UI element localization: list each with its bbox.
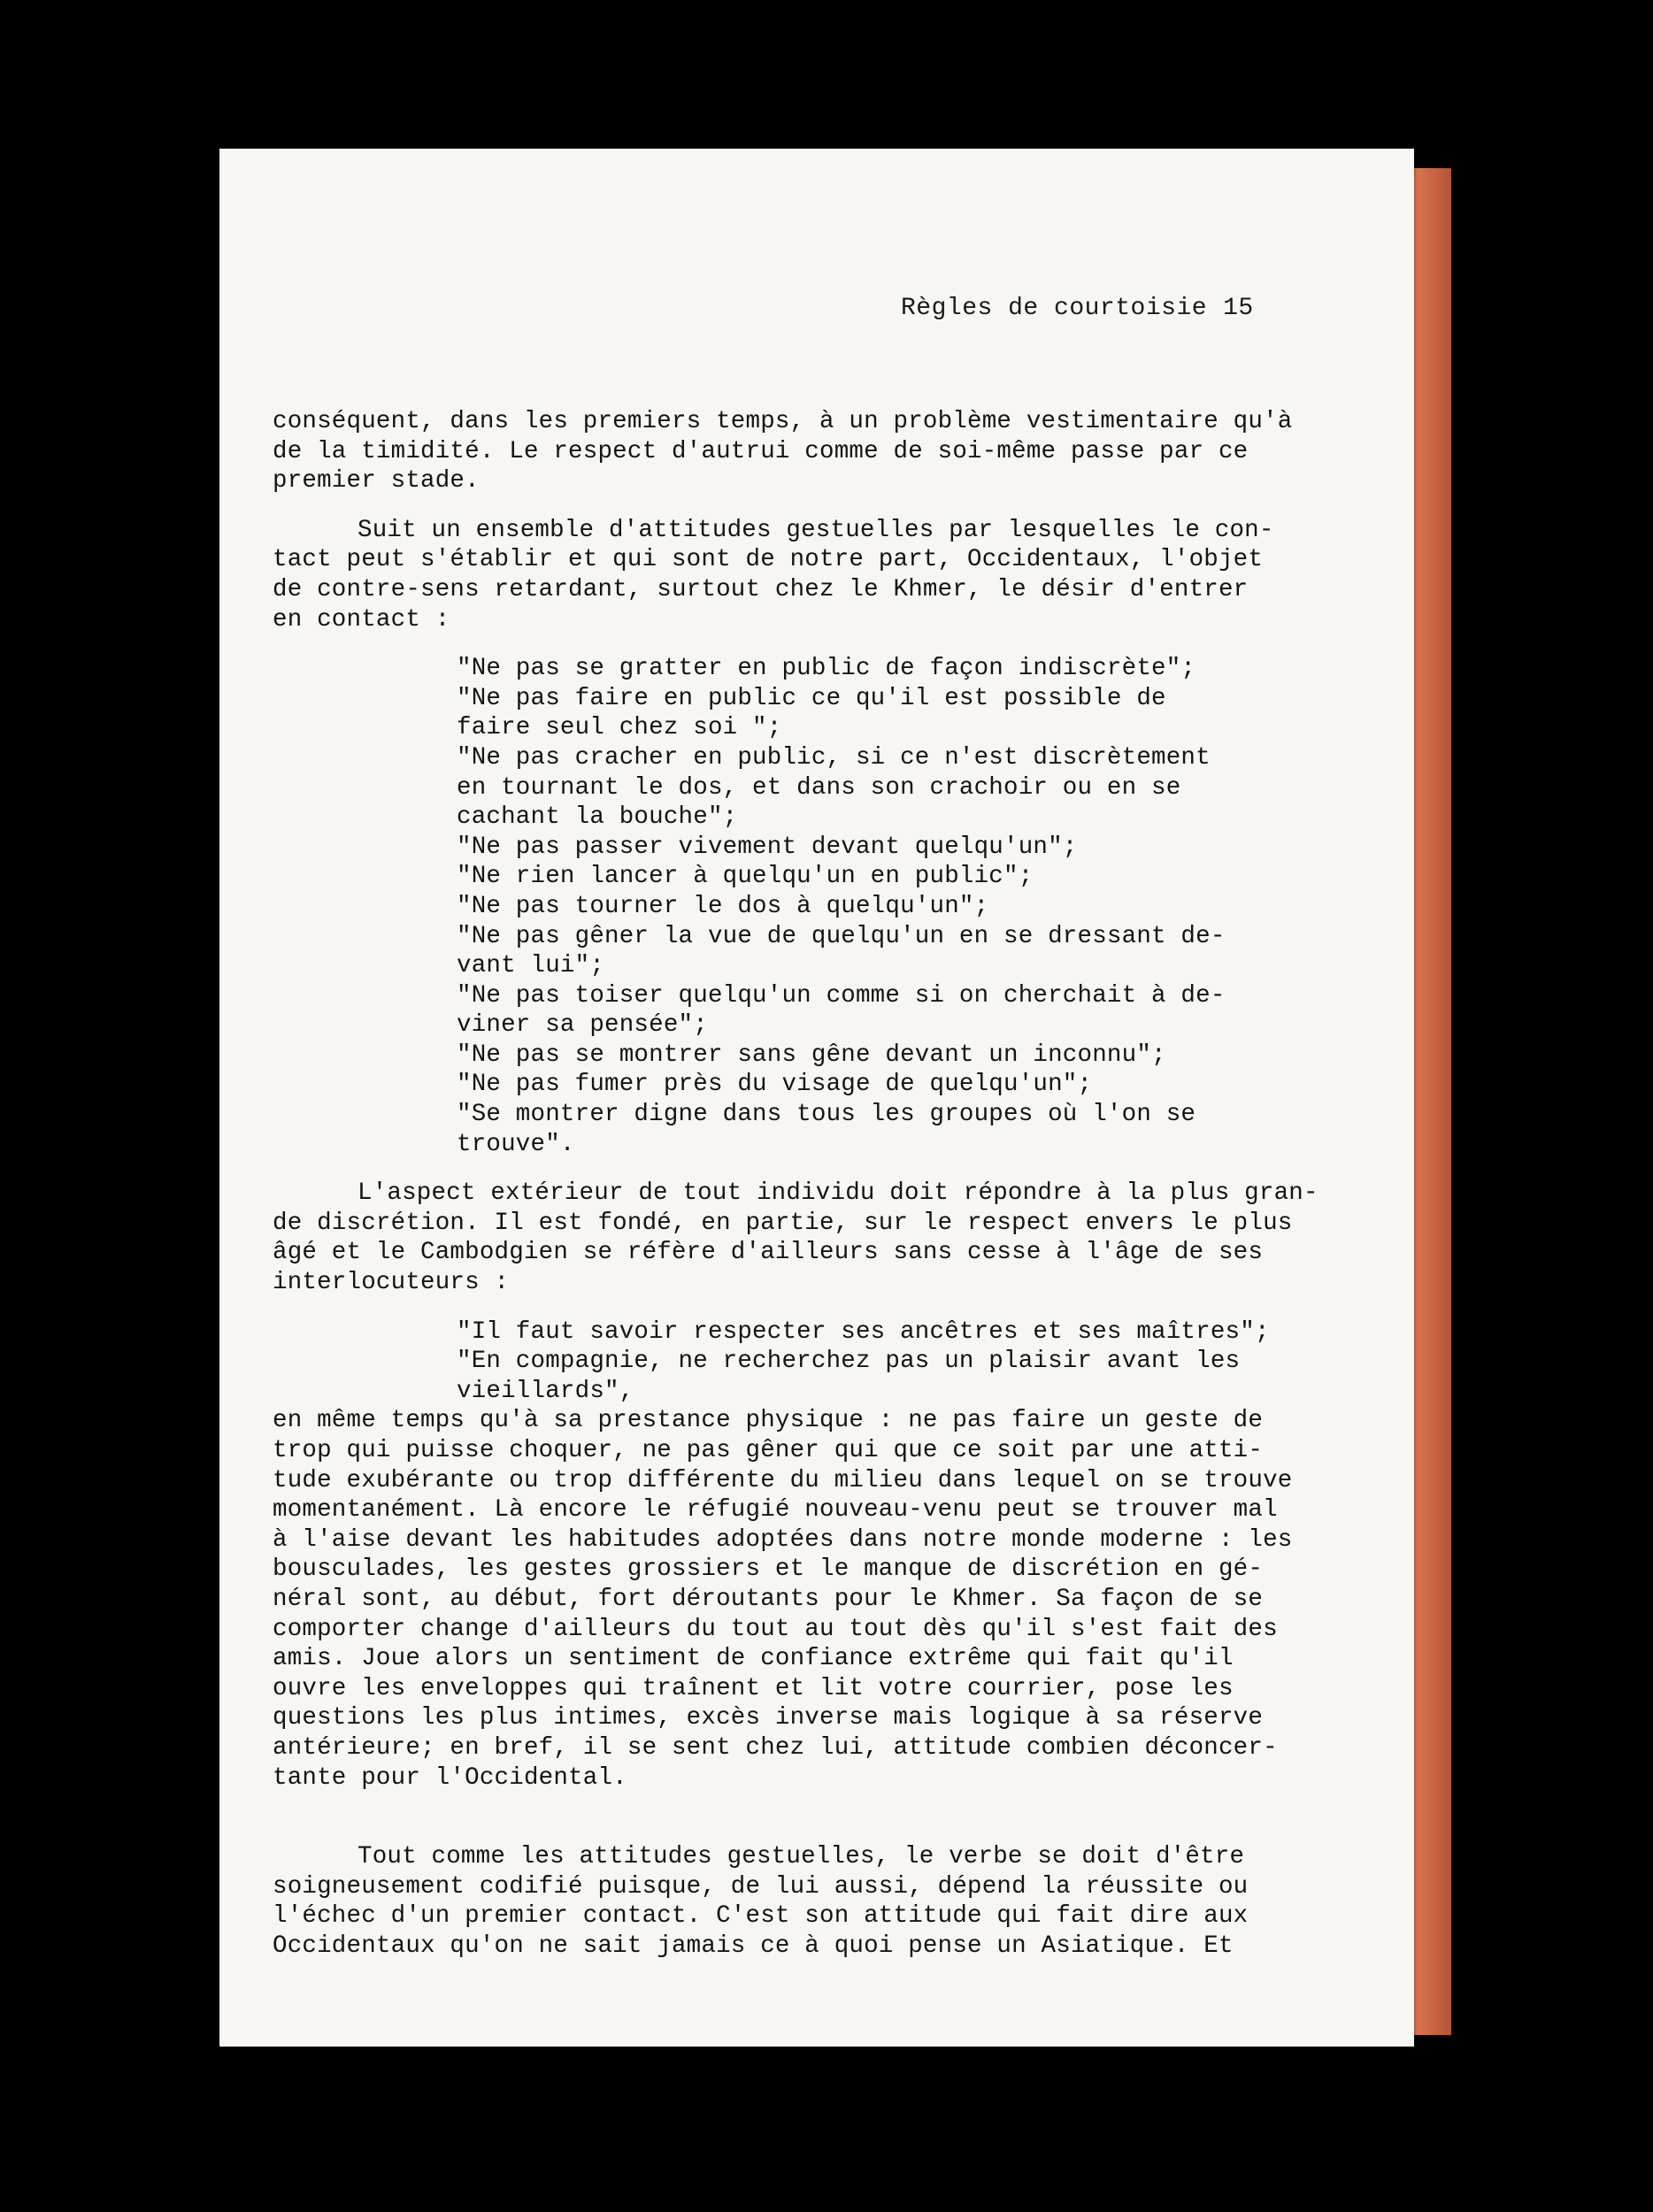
- body-text: [273, 407, 1319, 1962]
- running-title: Règles de courtoisie: [901, 295, 1208, 322]
- paragraph-2: [273, 516, 1274, 634]
- quote-line: vant lui";: [457, 952, 605, 980]
- quote-line: "Ne pas se gratter en public de façon indiscrète";: [457, 655, 1196, 683]
- text-line: bousculades, les gestes grossiers et le manque de discrétion en gé-: [273, 1555, 1264, 1584]
- text-line: tude exubérante ou trop différente du milieu dans lequel on se trouve: [273, 1466, 1293, 1494]
- quote-line: "Ne pas toiser quelqu'un comme si on cherchait à de-: [457, 981, 1226, 1010]
- text-line: en contact :: [273, 605, 450, 634]
- text-line: conséquent, dans les premiers temps, à un problème vestimentaire qu'à: [273, 408, 1293, 435]
- paragraph-4: [273, 1406, 1293, 1793]
- text-line: tact peut s'établir et qui sont de notre part, Occidentaux, l'objet: [273, 546, 1264, 574]
- running-header: [901, 295, 1254, 322]
- text-line: comporter change d'ailleurs du tout au tout dès qu'il s'est fait des: [273, 1615, 1278, 1643]
- paragraph-5: [273, 1842, 1255, 1961]
- quote-line: "Ne pas cracher en public, si ce n'est discrètement: [457, 743, 1211, 772]
- quote-line: en tournant le dos, et dans son crachoir ou en se: [457, 773, 1181, 802]
- text-line: premier stade.: [273, 467, 480, 495]
- quote-line: "Se montrer digne dans tous les groupes où l'on se: [457, 1101, 1196, 1129]
- paragraph-1: [273, 407, 1293, 496]
- quote-line: "En compagnie, ne recherchez pas un plaisir avant les: [457, 1348, 1241, 1376]
- text-line: Tout comme les attitudes gestuelles, le verbe se doit d'être: [358, 1843, 1245, 1871]
- quote-line: faire seul chez soi ";: [457, 714, 782, 742]
- quote-line: "Ne pas passer vivement devant quelqu'un";: [457, 833, 1078, 861]
- quote-line: "Il faut savoir respecter ses ancêtres et ses maîtres";: [457, 1317, 1270, 1346]
- text-line: néral sont, au début, fort déroutants pour le Khmer. Sa façon de se: [273, 1585, 1264, 1613]
- text-line: Occidentaux qu'on ne sait jamais ce à quoi pense un Asiatique. Et: [273, 1932, 1234, 1960]
- quote-line: "Ne pas se montrer sans gêne devant un inconnu";: [457, 1041, 1166, 1069]
- quote-line: "Ne pas fumer près du visage de quelqu'un";: [457, 1071, 1093, 1099]
- text-line: de la timidité. Le respect d'autrui comme de soi-même passe par ce: [273, 437, 1249, 465]
- text-line: amis. Joue alors un sentiment de confiance extrême qui fait qu'il: [273, 1645, 1234, 1673]
- quote-line: cachant la bouche";: [457, 803, 738, 832]
- quote-line: "Ne pas faire en public ce qu'il est possible de: [457, 684, 1166, 712]
- text-line: questions les plus intimes, excès inverse mais logique à sa réserve: [273, 1704, 1264, 1732]
- page-number: 15: [1223, 295, 1254, 322]
- paragraph-3: [273, 1179, 1319, 1297]
- text-line: l'échec d'un premier contact. C'est son attitude qui fait dire aux: [273, 1902, 1249, 1931]
- quote-line: "Ne rien lancer à quelqu'un en public";: [457, 863, 1034, 891]
- text-line: tante pour l'Occidental.: [273, 1763, 627, 1792]
- text-line: L'aspect extérieur de tout individu doit répondre à la plus gran-: [358, 1179, 1319, 1208]
- quote-line: viner sa pensée";: [457, 1011, 708, 1040]
- text-line: momentanément. Là encore le réfugié nouveau-venu peut se trouver mal: [273, 1496, 1278, 1525]
- quotation-list-1: [273, 654, 1255, 1159]
- text-line: âgé et le Cambodgien se réfère d'ailleurs sans cesse à l'âge de ses: [273, 1239, 1264, 1267]
- text-line: ouvre les enveloppes qui traînent et lit votre courrier, pose les: [273, 1674, 1234, 1702]
- quotation-list-2: [273, 1317, 1270, 1407]
- quote-line: "Ne pas tourner le dos à quelqu'un";: [457, 892, 989, 920]
- text-line: de contre-sens retardant, surtout chez le Khmer, le désir d'entrer: [273, 575, 1249, 603]
- quote-line: vieillards",: [457, 1377, 634, 1405]
- text-line: de discrétion. Il est fondé, en partie, sur le respect envers le plus: [273, 1209, 1293, 1237]
- text-line: à l'aise devant les habitudes adoptées dans notre monde moderne : les: [273, 1525, 1293, 1554]
- quote-line: trouve".: [457, 1130, 575, 1158]
- text-line: en même temps qu'à sa prestance physique : ne pas faire un geste de: [273, 1407, 1264, 1435]
- text-line: soigneusement codifié puisque, de lui aussi, dépend la réussite ou: [273, 1872, 1249, 1901]
- document-page: [219, 149, 1414, 2047]
- text-line: Suit un ensemble d'attitudes gestuelles par lesquelles le con-: [358, 516, 1274, 544]
- text-line: trop qui puisse choquer, ne pas gêner qui que ce soit par une atti-: [273, 1437, 1264, 1464]
- text-line: interlocuteurs :: [273, 1269, 510, 1297]
- quote-line: "Ne pas gêner la vue de quelqu'un en se dressant de-: [457, 922, 1226, 950]
- text-line: antérieure; en bref, il se sent chez lui, attitude combien déconcer-: [273, 1733, 1278, 1762]
